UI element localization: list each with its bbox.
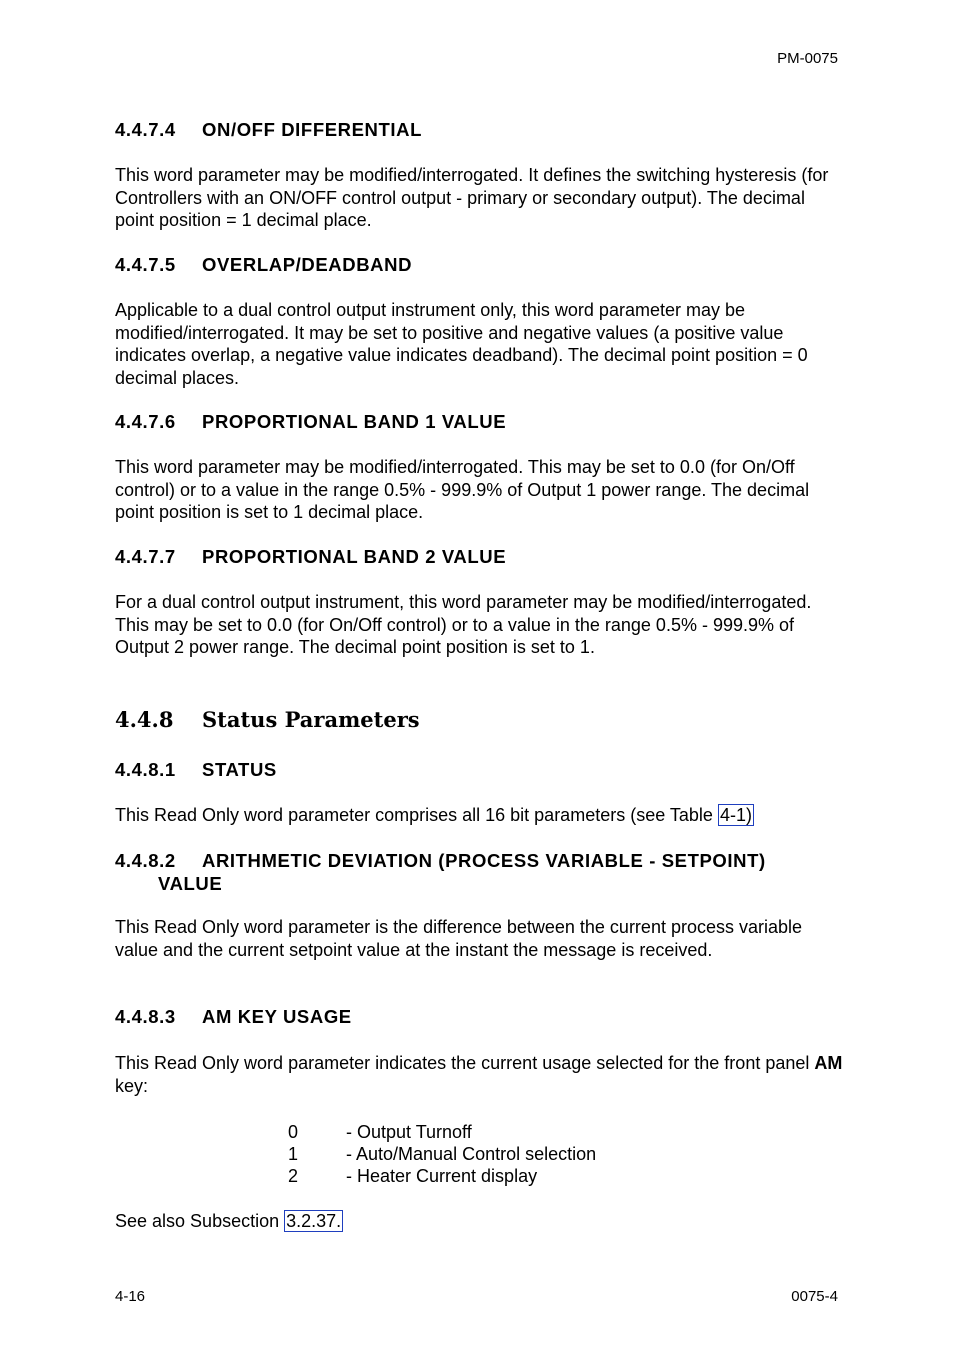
page-number: 4-16 — [115, 1288, 146, 1305]
section-number: 4.4.7.5 — [115, 254, 176, 275]
section-number: 4.4.8.1 — [115, 759, 176, 780]
section-body-4474: This word parameter may be modified/interrogated. It defines the switching hysteresis (for Controllers with an ON/OFF control output - primary or secondary output). The decimal point position = 1 decimal place. — [115, 165, 829, 230]
section-number: 4.4.7.6 — [115, 411, 176, 432]
section-number: 4.4.8 — [115, 707, 174, 732]
subsection-heading-448 — [115, 707, 420, 732]
section-title: AM KEY USAGE — [202, 1006, 352, 1027]
section-title: PROPORTIONAL BAND 2 VALUE — [202, 546, 507, 567]
list-item — [288, 1121, 596, 1143]
section-number: 4.4.8.3 — [115, 1006, 176, 1027]
list-item — [288, 1143, 596, 1165]
section-heading-4476 — [115, 411, 506, 433]
body-text-end: key: — [115, 1075, 149, 1096]
item-text: - Auto/Manual Control selection — [346, 1144, 597, 1164]
section-number: 4.4.7.7 — [115, 546, 176, 567]
see-also — [115, 1210, 845, 1233]
section-body-4481 — [115, 804, 845, 827]
section-title: PROPORTIONAL BAND 1 VALUE — [202, 411, 507, 432]
item-code: 2 — [288, 1166, 299, 1186]
document-id: PM-0075 — [777, 50, 838, 67]
item-text: - Output Turnoff — [346, 1122, 472, 1142]
usage-list — [288, 1121, 596, 1187]
section-title: STATUS — [202, 759, 277, 780]
section-body-4482: This Read Only word parameter is the difference between the current process variable value and the current setpoint value at the instant the message is received. — [115, 917, 803, 960]
list-item — [288, 1165, 596, 1187]
section-title: Status Parameters — [202, 707, 420, 732]
section-number: 4.4.7.4 — [115, 119, 176, 140]
footer-code: 0075-4 — [791, 1288, 838, 1305]
item-code: 0 — [288, 1122, 299, 1142]
subsection-link[interactable]: 3.2.37. — [286, 1211, 342, 1231]
item-text: - Heater Current display — [346, 1166, 538, 1186]
section-title: ON/OFF DIFFERENTIAL — [202, 119, 423, 140]
section-body-4476: This word parameter may be modified/interrogated. This may be set to 0.0 (for On/Off control) or to a value in the range 0.5% - 999.9% of Output 1 power range. The decimal point position is set to 1 decimal place. — [115, 457, 810, 522]
section-heading-4477 — [115, 546, 506, 568]
section-body-4483 — [115, 1052, 845, 1097]
see-also-text: See also Subsection — [115, 1211, 285, 1231]
section-heading-4481 — [115, 759, 277, 781]
section-heading-4483 — [115, 1006, 352, 1028]
section-body-4477: For a dual control output instrument, this word parameter may be modified/interrogated. This may be set to 0.0 (for On/Off control) or to a value in the range 0.5% - 999.9% of Output 2 power range. The decimal point position is set to 1. — [115, 592, 812, 657]
item-code: 1 — [288, 1144, 299, 1164]
section-title: ARITHMETIC DEVIATION (PROCESS VARIABLE - SETPOINT) — [202, 850, 766, 871]
key-label: AM — [814, 1053, 843, 1073]
section-heading-4482 — [115, 849, 845, 895]
section-title: OVERLAP/DEADBAND — [202, 254, 413, 275]
section-title-continued: VALUE — [158, 873, 223, 894]
section-heading-4475 — [115, 254, 412, 276]
section-heading-4474 — [115, 119, 422, 141]
section-number: 4.4.8.2 — [115, 850, 176, 871]
body-text: This Read Only word parameter indicates the current usage selected for the front panel — [115, 1053, 815, 1073]
table-link[interactable]: 4-1) — [719, 805, 752, 825]
section-body-4475: Applicable to a dual control output instrument only, this word parameter may be modified/interrogated. It may be set to positive and negative values (a positive value indicates overlap, a negative value indicates deadband). The decimal point position = 0 decimal places. — [115, 300, 808, 388]
body-text: This Read Only word parameter comprises all 16 bit parameters (see Table — [115, 805, 718, 825]
